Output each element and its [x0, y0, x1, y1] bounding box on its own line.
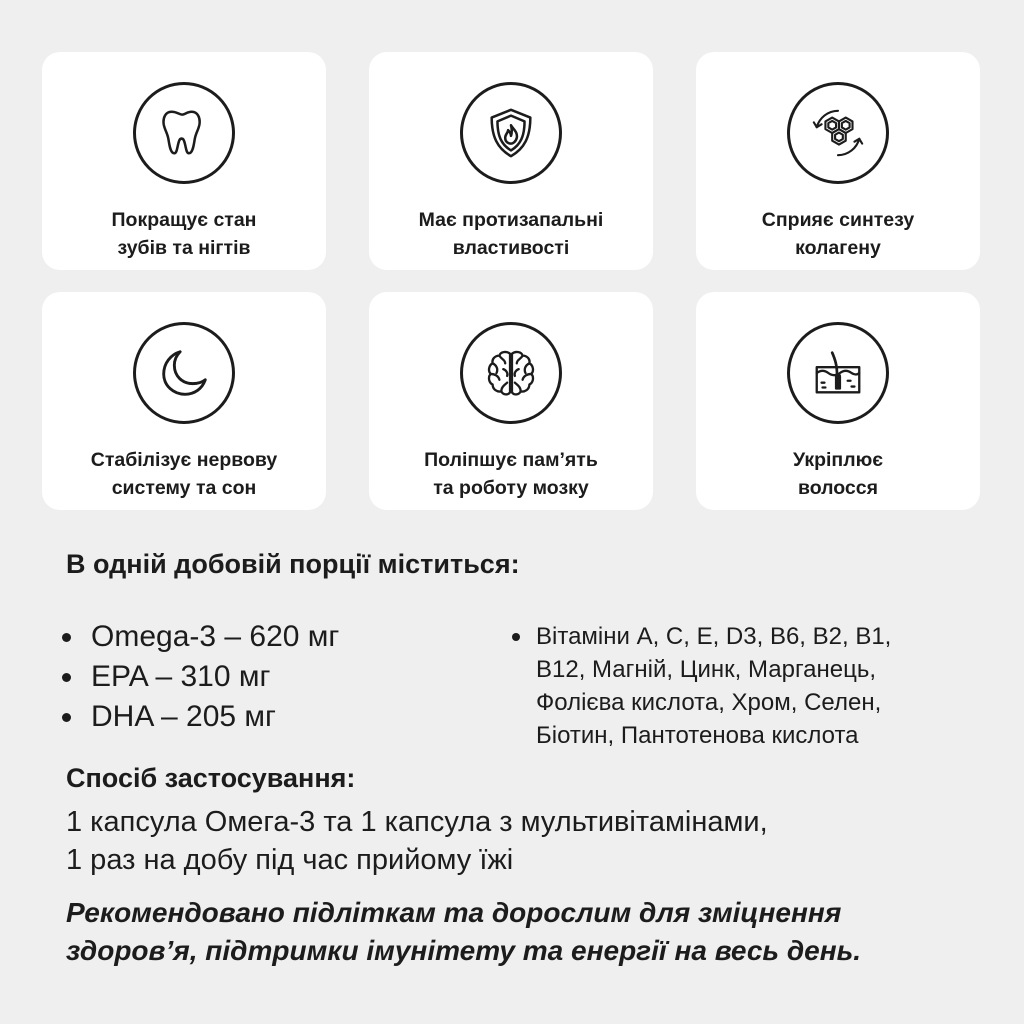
tooth-icon: [133, 82, 235, 184]
recommendation-text: Рекомендовано підліткам та дорослим для зміцнення здоров’я, підтримки імунітету та енергії на весь день.: [66, 897, 862, 966]
usage-heading: Спосіб застосування:: [66, 763, 356, 793]
bullet-icon: [62, 633, 71, 642]
benefit-label: Поліпшує пам’ять та роботу мозку: [424, 449, 598, 499]
bullet-icon: [62, 713, 71, 722]
daily-portion-heading: В одній добовій порції міститься:: [66, 549, 520, 579]
vitamins-text: Вітаміни A, C, E, D3, B6, B2, B1, B12, Магній, Цинк, Марганець, Фолієва кислота, Хром, Селен, Біотин, Пантотенова кислота: [536, 623, 892, 749]
benefit-label: Має протизапальні властивості: [418, 209, 604, 259]
benefit-label: Покращує стан зубів та нігтів: [111, 209, 257, 259]
brain-icon: [460, 322, 562, 424]
usage-text: 1 капсула Омега-3 та 1 капсула з мультивітамінами, 1 раз на добу під час прийому їжі: [66, 806, 768, 876]
benefit-card-brain: [369, 292, 653, 510]
benefits-grid: [42, 52, 980, 510]
bullet-icon: [62, 673, 71, 682]
bullet-icon: [512, 633, 520, 641]
vitamins-list-item: [512, 620, 972, 752]
benefit-label: Стабілізує нервову систему та сон: [90, 449, 278, 499]
list-item: DHA – 205 мг: [62, 697, 339, 737]
moon-icon: [133, 322, 235, 424]
benefit-card-nervous-system: [42, 292, 326, 510]
benefit-card-teeth: [42, 52, 326, 270]
list-item: EPA – 310 мг: [62, 657, 339, 697]
benefit-card-anti-inflammatory: [369, 52, 653, 270]
benefit-card-collagen: [696, 52, 980, 270]
benefit-label: Укріплює волосся: [792, 449, 884, 499]
collagen-molecule-icon: [787, 82, 889, 184]
omega-list: [62, 617, 339, 737]
hair-follicle-icon: [787, 322, 889, 424]
benefit-card-hair: [696, 292, 980, 510]
benefit-label: Сприяє синтезу колагену: [761, 209, 915, 259]
list-item: Omega-3 – 620 мг: [62, 617, 339, 657]
shield-flame-icon: [460, 82, 562, 184]
